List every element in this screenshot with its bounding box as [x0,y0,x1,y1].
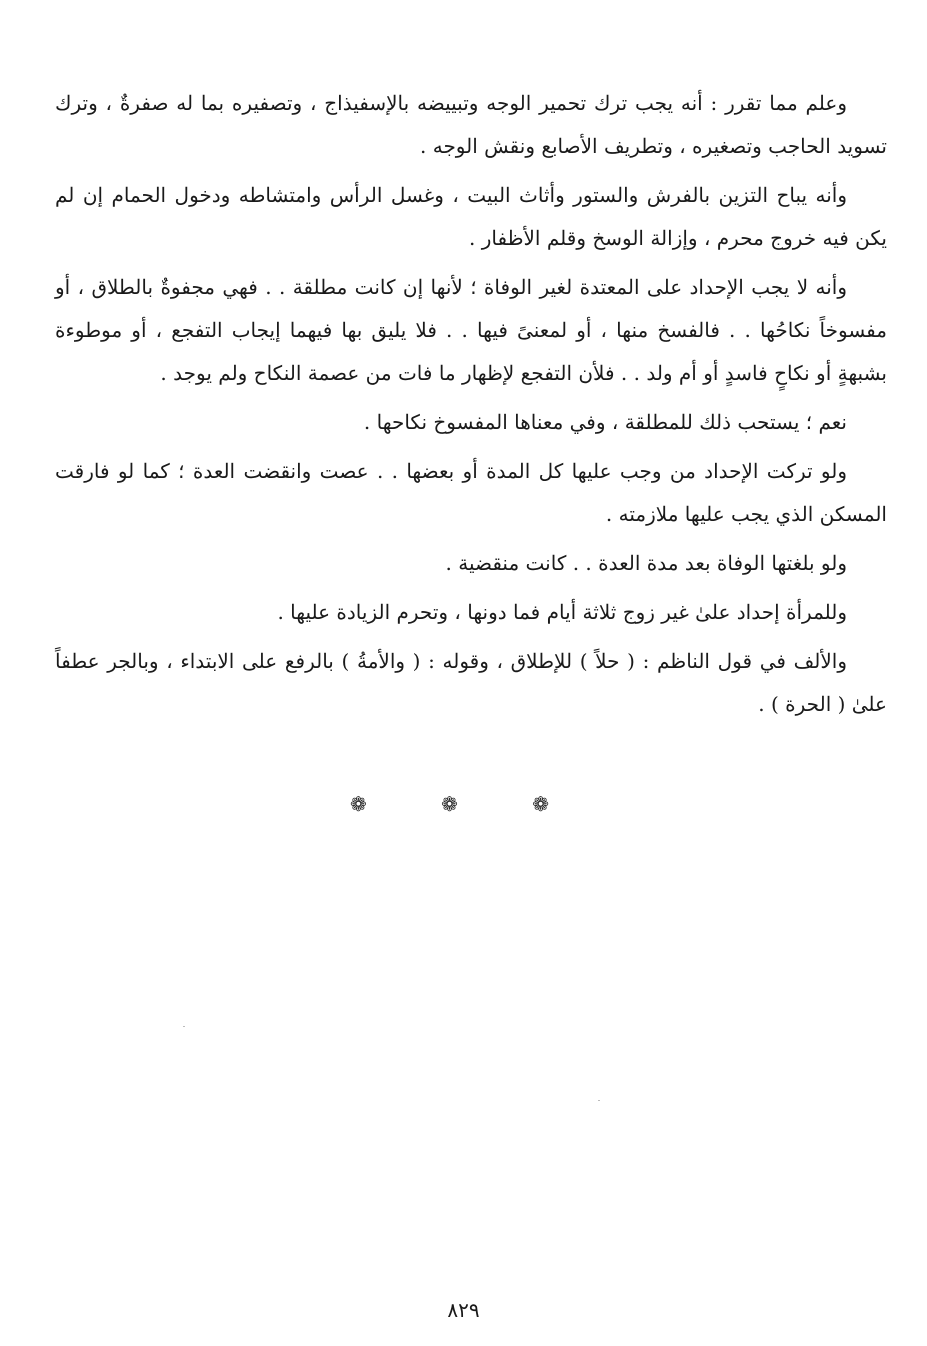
section-separator [0,792,927,816]
paragraph-4: نعم ؛ يستحب ذلك للمطلقة ، وفي معناها المفسوخ نكاحها . [363,410,847,434]
separator-ornament: ❁ [349,792,395,816]
separator-ornament: ❁ [532,792,577,816]
paragraph-3: وأنه لا يجب الإحداد على المعتدة لغير الوفاة ؛ لأنها إن كانت مطلقة . . فهي مجفوةٌ بالطلاق ، أو مفسوخاً نكاحُها . . فالفسخ منها ، أو لمعنىً فيها . . فلا يليق بها فيهما إيجاب التفجع ، أو موطوءة بشبهةٍ أو نكاحٍ فاسدٍ أو أم ولد . . فلأن التفجع لإظهار ما فات من عصمة النكاح ولم يوجد . [55,275,887,385]
paragraph-8: والألف في قول الناظم : ( حلاً ) للإطلاق ، وقوله : ( والأمةُ ) بالرفع على الابتداء ، وبالجر عطفاً علىٰ ( الحرة ) . [55,649,887,716]
separator-ornament: ❁ [441,792,486,816]
scan-speck [183,1026,185,1027]
paragraph-7: وللمرأة إحداد علىٰ غير زوج ثلاثة أيام فما دونها ، وتحرم الزيادة عليها . [277,600,847,624]
page-number: ٨٢٩ [447,1298,480,1322]
paragraph-2: وأنه يباح التزين بالفرش والستور وأثاث البيت ، وغسل الرأس وامتشاطه ودخول الحمام إن لم يكن فيه خروج محرم ، وإزالة الوسخ وقلم الأظفار . [55,183,887,250]
paragraph-6: ولو بلغتها الوفاة بعد مدة العدة . . كانت منقضية . [445,551,847,575]
paragraph-1: وعلم مما تقرر : أنه يجب ترك تحمير الوجه وتبييضه بالإسفيذاج ، وتصفيره بما له صفرةٌ ، وترك تسويد الحاجب وتصغيره ، وتطريف الأصابع ونقش الوجه . [55,91,887,158]
scan-speck [598,1100,600,1101]
paragraph-5: ولو تركت الإحداد من وجب عليها كل المدة أو بعضها . . عصت وانقضت العدة ؛ كما لو فارقت المسكن الذي يجب عليها ملازمته . [55,459,887,526]
main-text [55,82,887,732]
